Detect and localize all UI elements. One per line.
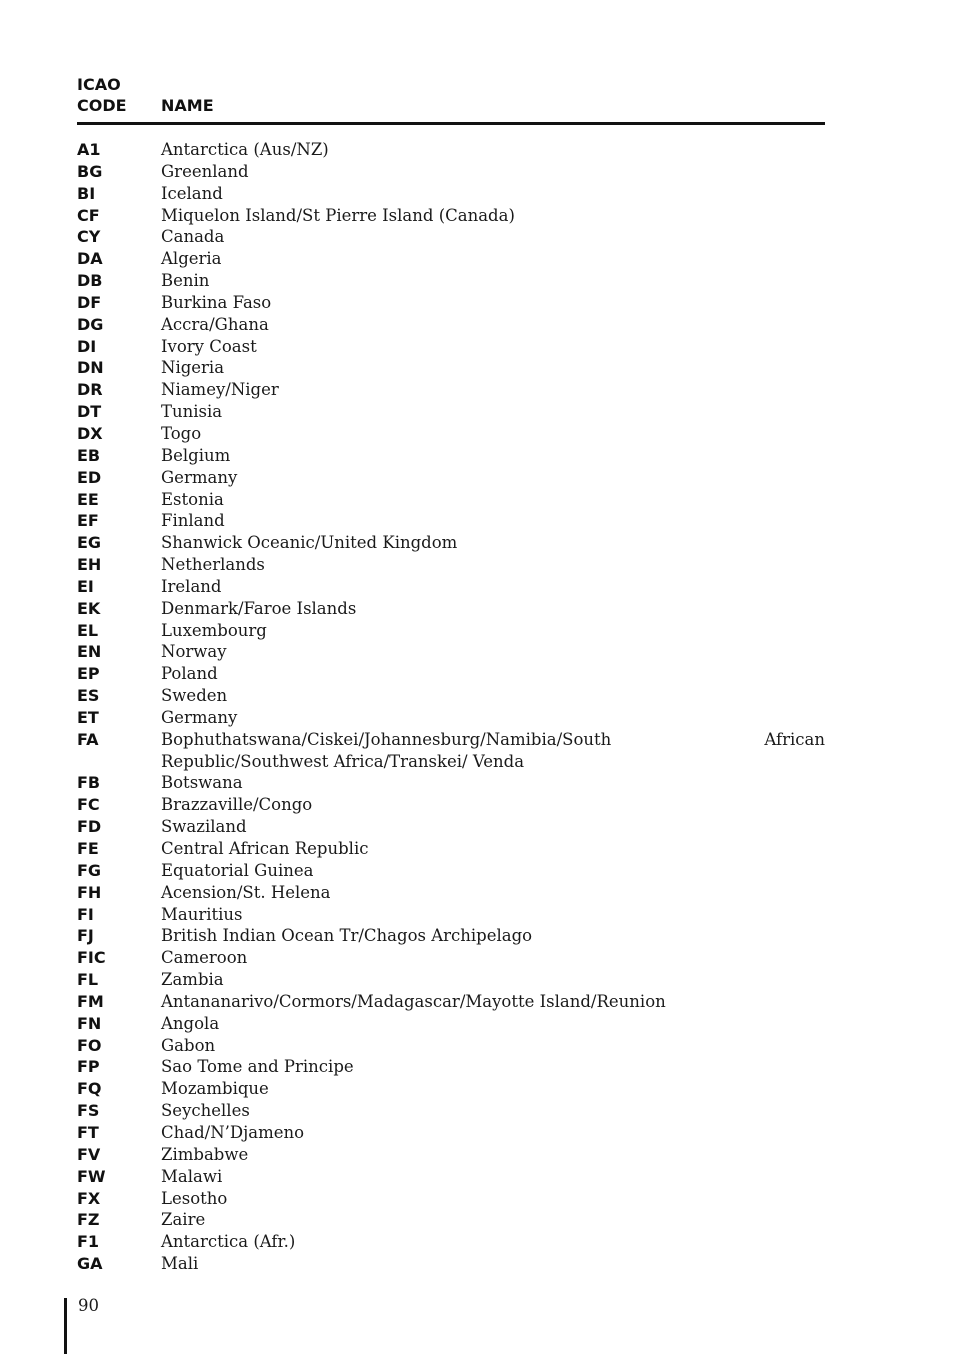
icao-code: FS <box>77 1101 100 1121</box>
country-name: Netherlands <box>161 555 265 575</box>
table-row <box>77 139 825 161</box>
table-row <box>77 1013 825 1035</box>
icao-code: FC <box>77 795 100 815</box>
icao-code: FJ <box>77 926 94 946</box>
country-name: Zaire <box>161 1210 206 1230</box>
icao-code: EE <box>77 489 99 509</box>
icao-code: BI <box>77 183 96 203</box>
country-name: Shanwick Oceanic/United Kingdom <box>161 533 458 553</box>
table-row <box>77 1056 825 1078</box>
table-row <box>77 1209 825 1231</box>
country-name: Belgium <box>161 445 231 465</box>
country-name: Benin <box>161 271 210 291</box>
country-name: Lesotho <box>161 1188 228 1208</box>
icao-code: FZ <box>77 1210 100 1230</box>
country-name: Poland <box>161 664 218 684</box>
table-row <box>77 838 825 860</box>
table-row <box>77 1166 825 1188</box>
header-rule <box>77 122 825 125</box>
country-name: Germany <box>161 467 238 487</box>
table-row <box>77 1188 825 1210</box>
icao-code: FI <box>77 904 94 924</box>
icao-code: FE <box>77 839 99 858</box>
table-row <box>77 860 825 882</box>
country-name: Niamey/Niger <box>161 380 279 400</box>
icao-code: FP <box>77 1057 100 1077</box>
country-name: Greenland <box>161 161 249 181</box>
icao-code: CY <box>77 227 101 247</box>
table-row <box>77 882 825 904</box>
icao-code: FT <box>77 1122 99 1142</box>
table-row <box>77 1231 825 1253</box>
country-name: Chad/N’Djameno <box>161 1122 305 1142</box>
table-header <box>77 74 825 124</box>
country-name: Sweden <box>161 686 228 706</box>
icao-code: DN <box>77 358 104 378</box>
table-row <box>77 532 825 554</box>
table-row <box>77 947 825 969</box>
country-name: Ivory Coast <box>161 336 257 356</box>
icao-code: F1 <box>77 1232 100 1252</box>
icao-code: EG <box>77 533 102 553</box>
country-name: British Indian Ocean Tr/Chagos Archipelago <box>161 926 533 946</box>
table-row <box>77 205 825 227</box>
country-name: Seychelles <box>161 1101 250 1121</box>
table-row <box>77 1144 825 1166</box>
country-name: Central African Republic <box>161 839 369 858</box>
table-row <box>77 969 825 991</box>
header-code-line1: ICAO <box>77 75 121 94</box>
table-row <box>77 1122 825 1144</box>
country-name: Denmark/Faroe Islands <box>161 598 357 618</box>
table-row <box>77 1078 825 1100</box>
icao-code: FQ <box>77 1079 102 1099</box>
icao-code: DR <box>77 380 103 400</box>
country-name: Angola <box>161 1013 220 1033</box>
icao-code: EF <box>77 511 99 531</box>
icao-code: FB <box>77 773 101 793</box>
country-name: Germany <box>161 707 238 727</box>
icao-code: DA <box>77 249 103 269</box>
icao-code: DI <box>77 336 97 356</box>
page-number: 90 <box>78 1296 99 1315</box>
country-name: Miquelon Island/St Pierre Island (Canada) <box>161 205 515 225</box>
table-row <box>77 576 825 598</box>
table-row <box>77 270 825 292</box>
table-row <box>77 445 825 467</box>
country-name: Nigeria <box>161 358 225 378</box>
icao-code: CF <box>77 205 100 225</box>
table-row <box>77 794 825 816</box>
country-name: Antarctica (Aus/NZ) <box>161 140 329 159</box>
icao-code: EB <box>77 445 101 465</box>
country-name: Estonia <box>161 489 224 509</box>
icao-code: FD <box>77 817 102 837</box>
icao-code: A1 <box>77 140 101 159</box>
country-name: Mauritius <box>161 904 243 924</box>
country-name: Norway <box>161 642 227 662</box>
country-name: Mozambique <box>161 1079 269 1099</box>
icao-code: FH <box>77 882 102 902</box>
icao-code: FW <box>77 1166 106 1186</box>
table-row <box>77 729 825 773</box>
table-row <box>77 641 825 663</box>
icao-code: ES <box>77 686 100 706</box>
table-row <box>77 816 825 838</box>
table-row <box>77 685 825 707</box>
table-row <box>77 1100 825 1122</box>
table-row <box>77 1253 825 1275</box>
country-name: Iceland <box>161 183 223 203</box>
table-row <box>77 772 825 794</box>
icao-code: FO <box>77 1035 102 1055</box>
country-name: Cameroon <box>161 948 248 968</box>
country-name: Zambia <box>161 970 224 990</box>
icao-code: DG <box>77 314 104 334</box>
table-row <box>77 925 825 947</box>
country-name: Antarctica (Afr.) <box>161 1232 296 1252</box>
table-body <box>77 139 825 1275</box>
table-row <box>77 248 825 270</box>
country-name: Antananarivo/Cormors/Madagascar/Mayotte Island/Reunion <box>161 991 666 1011</box>
table-row <box>77 292 825 314</box>
table-row <box>77 991 825 1013</box>
header-code-line2: CODE <box>77 96 127 115</box>
country-name: Brazzaville/Congo <box>161 795 313 815</box>
table-row <box>77 1035 825 1057</box>
icao-code: FV <box>77 1144 101 1164</box>
table-row <box>77 379 825 401</box>
icao-code: FA <box>77 729 99 749</box>
icao-code: EP <box>77 664 100 684</box>
country-name: Accra/Ghana <box>161 314 269 334</box>
table-row <box>77 183 825 205</box>
icao-code: GA <box>77 1254 103 1274</box>
country-name: Algeria <box>161 249 222 269</box>
icao-code: DF <box>77 292 102 312</box>
icao-code: ET <box>77 707 99 727</box>
country-name: Canada <box>161 227 225 247</box>
icao-code: EH <box>77 555 102 575</box>
icao-code: EI <box>77 576 94 596</box>
country-name: Zimbabwe <box>161 1144 249 1164</box>
icao-code: EL <box>77 620 99 640</box>
icao-code: ED <box>77 467 102 487</box>
country-name: Ireland <box>161 576 222 596</box>
table-row <box>77 226 825 248</box>
table-row <box>77 554 825 576</box>
icao-code: FN <box>77 1013 102 1033</box>
icao-code: EK <box>77 598 101 618</box>
table-row <box>77 707 825 729</box>
country-name: Burkina Faso <box>161 292 272 312</box>
table-row <box>77 161 825 183</box>
icao-code: FG <box>77 860 102 880</box>
icao-code: DB <box>77 271 103 291</box>
table-row <box>77 663 825 685</box>
table-row <box>77 336 825 358</box>
table-row <box>77 510 825 532</box>
icao-code: FM <box>77 991 104 1011</box>
icao-code: FX <box>77 1188 101 1208</box>
country-name: Tunisia <box>161 402 223 422</box>
page-edge-bar <box>64 1298 67 1354</box>
header-name-column: NAME <box>161 96 214 115</box>
icao-code: BG <box>77 161 103 181</box>
table-row <box>77 401 825 423</box>
country-name: Swaziland <box>161 817 247 837</box>
table-row <box>77 598 825 620</box>
icao-code: DT <box>77 402 102 422</box>
country-name: Malawi <box>161 1166 223 1186</box>
icao-code: EN <box>77 642 102 662</box>
table-row <box>77 904 825 926</box>
table-row <box>77 314 825 336</box>
country-name: Luxembourg <box>161 620 267 640</box>
country-name: Finland <box>161 511 225 531</box>
table-row <box>77 423 825 445</box>
country-name: Equatorial Guinea <box>161 860 314 880</box>
table-row <box>77 357 825 379</box>
icao-code: FIC <box>77 948 106 968</box>
country-name: Gabon <box>161 1035 216 1055</box>
country-name: Acension/St. Helena <box>161 882 331 902</box>
country-name: Bophuthatswana/Ciskei/Johannesburg/Namibia/South African Republic/Southwest Africa/Transkei/ Venda <box>161 729 825 771</box>
header-code-column <box>77 74 127 116</box>
country-name: Sao Tome and Principe <box>161 1057 354 1077</box>
country-name: Togo <box>161 423 202 443</box>
country-name: Botswana <box>161 773 243 793</box>
table-row <box>77 467 825 489</box>
table-row <box>77 620 825 642</box>
table-row <box>77 489 825 511</box>
country-name: Mali <box>161 1254 199 1274</box>
icao-code: DX <box>77 423 103 443</box>
icao-code: FL <box>77 970 99 990</box>
